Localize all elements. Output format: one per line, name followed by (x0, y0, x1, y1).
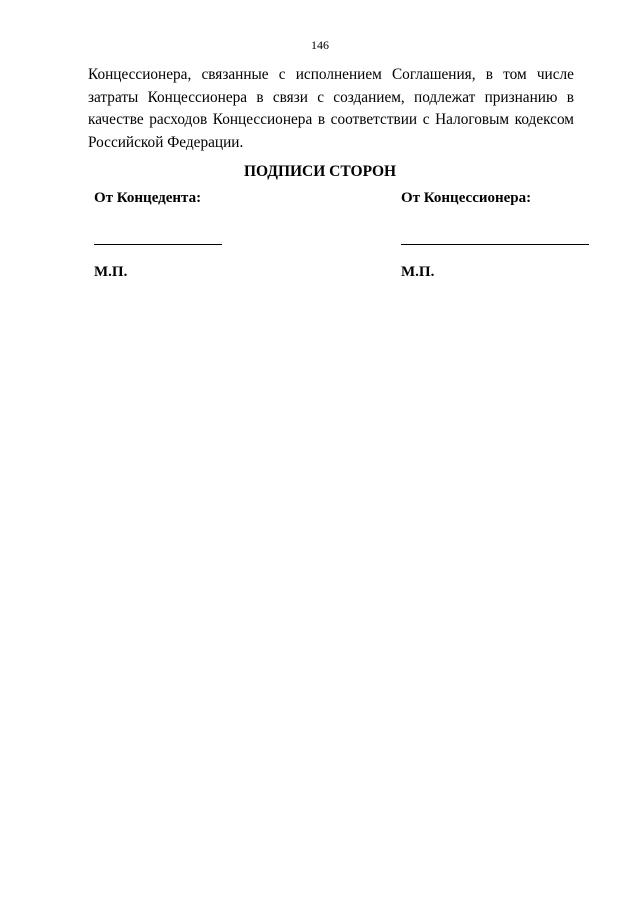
paragraph-line: затраты Концессионера в связи с созданием, подлежат признанию в (88, 88, 574, 106)
body-paragraph (88, 64, 574, 154)
grantor-signature-line (94, 244, 222, 245)
grantor-label: От Концедента: (94, 190, 202, 206)
concessionaire-stamp-label: М.П. (401, 264, 435, 280)
paragraph-line: качестве расходов Концессионера в соответствии с Налоговым кодексом (88, 111, 574, 128)
grantor-stamp-label: М.П. (94, 264, 128, 280)
paragraph-line: Российской Федерации. (88, 133, 244, 151)
paragraph-line: Концессионера, связанные с исполнением Соглашения, в том числе (88, 66, 574, 83)
signatures-title: ПОДПИСИ СТОРОН (243, 163, 397, 180)
concessionaire-signature-line (401, 244, 589, 245)
page-number: 146 (311, 38, 329, 52)
concessionaire-label: От Концессионера: (401, 190, 532, 206)
